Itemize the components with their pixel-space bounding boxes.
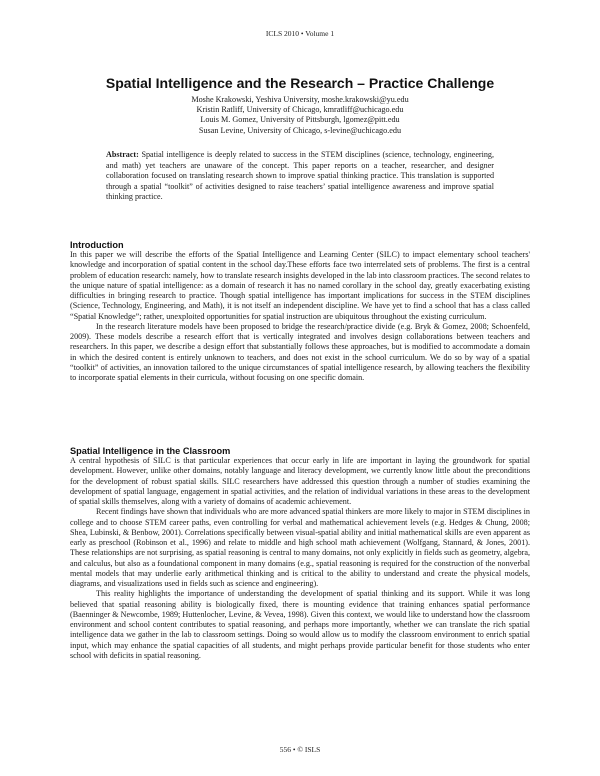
section-heading: Spatial Intelligence in the Classroom [70, 446, 231, 456]
paragraph: A central hypothesis of SILC is that particular experiences that occur early in life are important in laying the groundwork for spatial development. However, unlike other domains, notably language and literacy development, we currently know little about the preconditions for the development of robust spatial skills. SILC researchers have addressed this question through a number of studies examining the development of spatial language, engagement in spatial activities, and the relation of individual variations in these areas to the development of spatial skills themselves, along with a variety of domains of academic achievement. [70, 456, 530, 506]
abstract-label: Abstract: [106, 150, 139, 159]
section-heading: Introduction [70, 240, 124, 250]
section-introduction [70, 240, 530, 383]
author-line: Kristin Ratliff, University of Chicago, kmratliff@uchicago.edu [196, 105, 404, 115]
paragraph: Recent findings have shown that individuals who are more advanced spatial thinkers are more likely to major in STEM disciplines in college and to choose STEM career paths, even controlling for verbal and mathematical achievement levels (e.g. Hedges & Chung, 2008; Shea, Lubinski, & Benbow, 2001). Correlations specifically between visual-spatial ability and initial mathematical skills are even apparent as early as preschool (Robinson et al., 1996) and relate to middle and high school math achievement (Wolfgang, Stannard, & Jones, 2001). These relationships are not surprising, as spatial reasoning is central to many domains, not only explicitly in fields such as geometry, algebra, and calculus, but also as a foundational component in many domains (e.g., spatial reasoning is required for the construction of the nonverbal mental models that may underlie early arithmetical thinking and is critical to the ability to understand and create the physical models, diagrams, and visualizations used in fields such as science and engineering). [70, 507, 530, 588]
paragraph: This reality highlights the importance of understanding the development of spatial thinking and its support. While it was long believed that spatial reasoning ability is biologically fixed, there is mounting evidence that training enhances spatial performance (Baenninger & Newcombe, 1989; Huttenlocher, Levine, & Vevea, 1998). Given this context, we would like to understand how the classroom environment and school content contributes to spatial reasoning, and perhaps more importantly, whether we can translate the rich spatial intelligence data we gather in the lab to classroom settings. Doing so would allow us to modify the classroom environment to enrich spatial input, which may enhance the spatial capacities of all students, and might perhaps provide particular benefit for those students who enter school with deficits in spatial reasoning. [70, 589, 530, 660]
author-line: Susan Levine, University of Chicago, s-levine@uchicago.edu [198, 125, 402, 135]
abstract [106, 150, 494, 203]
section-spatial-intelligence [70, 446, 530, 661]
author-block [100, 95, 500, 136]
page-footer: 556 • © ISLS [279, 745, 321, 754]
author-line: Louis M. Gomez, University of Pittsburgh, lgomez@pitt.edu [200, 115, 400, 125]
paragraph: In this paper we will describe the efforts of the Spatial Intelligence and Learning Center (SILC) to impact elementary school teachers' knowledge and incorporation of spatial content in the school day.These efforts face two interrelated sets of problems. The first is a central problem of education research: namely, how to translate research insights developed in the lab into classroom practices. The second relates to the unique nature of spatial intelligence: as a domain of research it has no named corollary in the school day, greatly exacerbating existing difficulties in bringing research to practice. Though spatial intelligence has important implications for success in the STEM disciplines (Science, Technology, Engineering, and Math), it is not itself an independent discipline. We have yet to find a school that has a class called “Spatial Knowledge”; rather, unexploited opportunities for spatial instruction are ubiquitous throughout the existing curriculum. [70, 250, 530, 321]
paragraph: In the research literature models have been proposed to bridge the research/practice divide (e.g. Bryk & Gomez, 2008; Schoenfeld, 2009). These models describe a research effort that is vertically integrated and involves design collaborations between teachers and researchers. In this paper, we describe a design effort that substantially follows these approaches, but is modified to accommodate a domain in which the desired content is entirely unknown to teachers, and does not exist in the school curriculum. We do so by way of a spatial “toolkit” of activities, an innovation tailored to the unique circumstances of spatial intelligence research, by allowing teachers the flexibility to incorporate spatial elements in their curricula, without focusing on one specific domain. [70, 321, 530, 382]
abstract-text: Spatial intelligence is deeply related to success in the STEM disciplines (science, technology, engineering, and math) yet teachers are unaware of the concept. This paper reports on a teacher, researcher, and designer collaboration focused on translating research shown to improve spatial thinking practice. This translation is supported through a spatial “toolkit” of activities designed to raise teachers’ spatial intelligence awareness and improve spatial thinking practice. [106, 150, 494, 202]
running-head: ICLS 2010 • Volume 1 [265, 29, 335, 38]
author-line: Moshe Krakowski, Yeshiva University, moshe.krakowski@yu.edu [191, 95, 409, 104]
paper-title: Spatial Intelligence and the Research – Practice Challenge [105, 75, 495, 91]
